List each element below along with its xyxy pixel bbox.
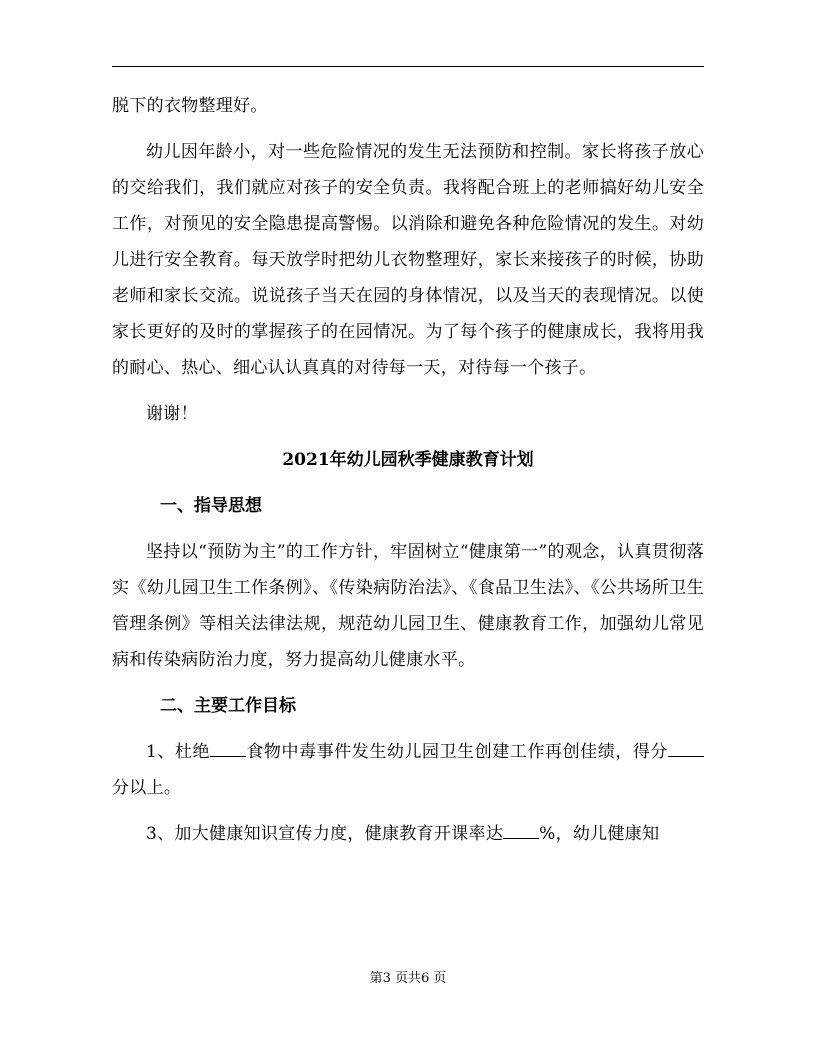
paragraph-guiding-thought: 坚持以“预防为主”的工作方针，牢固树立“健康第一”的观念，认真贯彻落实《幼儿园卫生工作条例》、《传染病防治法》、《食品卫生法》、《公共场所卫生管理条例》等相关法律法规，规范幼儿园卫生、健康教育工作，加强幼儿常见病和传染病防治力度，努力提高幼儿健康水平。	[112, 542, 704, 670]
goal-item-1	[112, 734, 704, 806]
goal-item-1-part-c: 分以上。	[112, 778, 182, 798]
document-title: 2021年幼儿园秋季健康教育计划	[282, 450, 534, 470]
page-footer: 第3 页共6 页	[369, 971, 447, 986]
paragraph-continuation: 脱下的衣物整理好。	[112, 96, 268, 116]
fill-blank	[503, 822, 539, 839]
goal-item-3-part-a: 3、加大健康知识宣传力度，健康教育开课率达	[146, 824, 504, 844]
fill-blank	[668, 740, 704, 757]
section-heading-guiding-thought: 一、指导思想	[160, 496, 262, 516]
fill-blank	[210, 740, 246, 757]
goal-item-3-part-b: %，幼儿健康知	[539, 824, 660, 844]
header-rule	[112, 66, 704, 67]
goal-item-1-part-b: 食物中毒事件发生幼儿园卫生创建工作再创佳绩，得分	[246, 742, 668, 762]
document-content	[112, 88, 704, 852]
goal-item-1-part-a: 1、杜绝	[146, 742, 211, 762]
goal-item-3	[112, 816, 704, 852]
paragraph-thanks: 谢谢！	[146, 404, 198, 424]
section-heading-main-goals: 二、主要工作目标	[160, 696, 296, 716]
paragraph-safety: 幼儿因年龄小，对一些危险情况的发生无法预防和控制。家长将孩子放心的交给我们，我们就应对孩子的安全负责。我将配合班上的老师搞好幼儿安全工作，对预见的安全隐患提高警惕。以消除和避免各种危险情况的发生。对幼儿进行安全教育。每天放学时把幼儿衣物整理好，家长来接孩子的时候，协助老师和家长交流。说说孩子当天在园的身体情况，以及当天的表现情况。以使家长更好的及时的掌握孩子的在园情况。为了每个孩子的健康成长，我将用我的耐心、热心、细心认认真真的对待每一天，对待每一个孩子。	[112, 142, 704, 378]
